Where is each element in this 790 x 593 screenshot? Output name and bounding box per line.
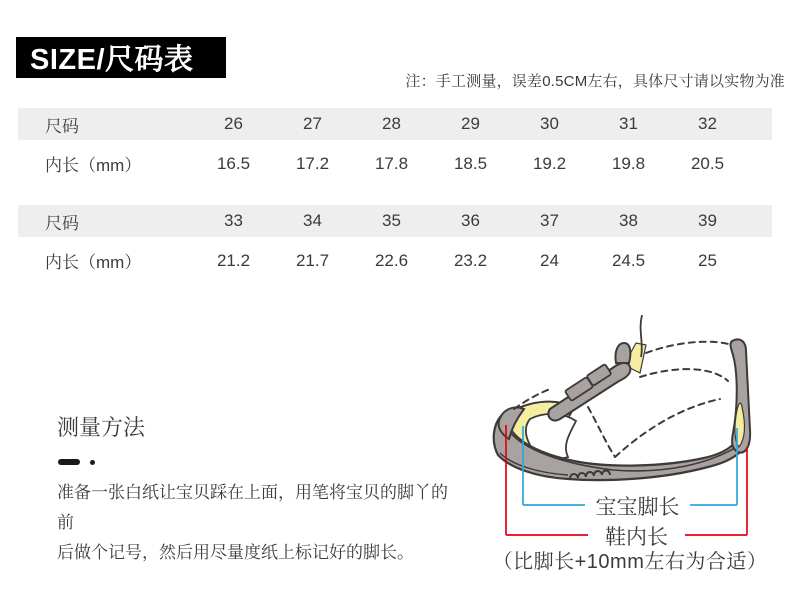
inner-length-value: 17.2 bbox=[295, 153, 330, 173]
page-title-text: SIZE/尺码表 bbox=[30, 44, 194, 76]
size-value: 39 bbox=[698, 211, 717, 230]
size-value: 34 bbox=[303, 211, 322, 230]
inner-length-value: 17.8 bbox=[374, 153, 409, 173]
size-value: 28 bbox=[382, 114, 401, 133]
size-value: 30 bbox=[540, 114, 559, 133]
fit-note-label: （比脚长+10mm左右为合适） bbox=[492, 551, 768, 573]
inner-length-value: 21.7 bbox=[295, 250, 330, 270]
measure-method-heading: 测量方法 bbox=[57, 415, 146, 440]
size-table-33-39 bbox=[18, 205, 772, 284]
inner-length-value: 19.2 bbox=[532, 153, 567, 173]
row-label: 尺码 bbox=[45, 213, 79, 233]
measure-method-text bbox=[57, 478, 457, 568]
size-value: 35 bbox=[382, 211, 401, 230]
table-row bbox=[18, 237, 772, 284]
size-value: 32 bbox=[698, 114, 717, 133]
page-title bbox=[16, 37, 226, 78]
baby-foot-length-label: 宝宝脚长 bbox=[595, 496, 680, 519]
size-value: 26 bbox=[224, 114, 243, 133]
inner-length-value: 23.2 bbox=[453, 250, 488, 270]
size-value: 38 bbox=[619, 211, 638, 230]
table-row bbox=[18, 140, 772, 187]
size-value: 29 bbox=[461, 114, 480, 133]
size-value: 37 bbox=[540, 211, 559, 230]
inner-length-value: 18.5 bbox=[453, 153, 488, 173]
size-value: 36 bbox=[461, 211, 480, 230]
inner-length-value: 16.5 bbox=[216, 153, 251, 173]
table-row bbox=[18, 205, 772, 237]
shoe-inner-length-label: 鞋内长 bbox=[605, 526, 668, 549]
measure-method-line1: 准备一张白纸让宝贝踩在上面，用笔将宝贝的脚丫的前 bbox=[57, 483, 448, 532]
inner-length-value: 19.8 bbox=[611, 153, 646, 173]
inner-length-value: 24 bbox=[540, 250, 559, 270]
heading-dash-ornament bbox=[58, 459, 80, 465]
size-value: 33 bbox=[224, 211, 243, 230]
row-label: 内长（mm） bbox=[45, 156, 142, 175]
heading-dot-ornament bbox=[90, 460, 95, 465]
measure-method-line2: 后做个记号，然后用尽量度纸上标记好的脚长。 bbox=[57, 543, 414, 562]
size-value: 27 bbox=[303, 114, 322, 133]
row-label: 内长（mm） bbox=[45, 253, 142, 272]
inner-length-value: 22.6 bbox=[374, 250, 409, 270]
inner-length-value: 20.5 bbox=[690, 153, 725, 173]
inner-length-value: 24.5 bbox=[611, 250, 646, 270]
row-label: 尺码 bbox=[45, 116, 79, 136]
inner-length-value: 21.2 bbox=[216, 250, 251, 270]
measurement-note: 注：手工测量，误差0.5CM左右，具体尺寸请以实物为准 bbox=[405, 73, 785, 90]
inner-length-value: 25 bbox=[698, 250, 717, 270]
size-value: 31 bbox=[619, 114, 638, 133]
size-table-26-32 bbox=[18, 108, 772, 187]
table-row bbox=[18, 108, 772, 140]
